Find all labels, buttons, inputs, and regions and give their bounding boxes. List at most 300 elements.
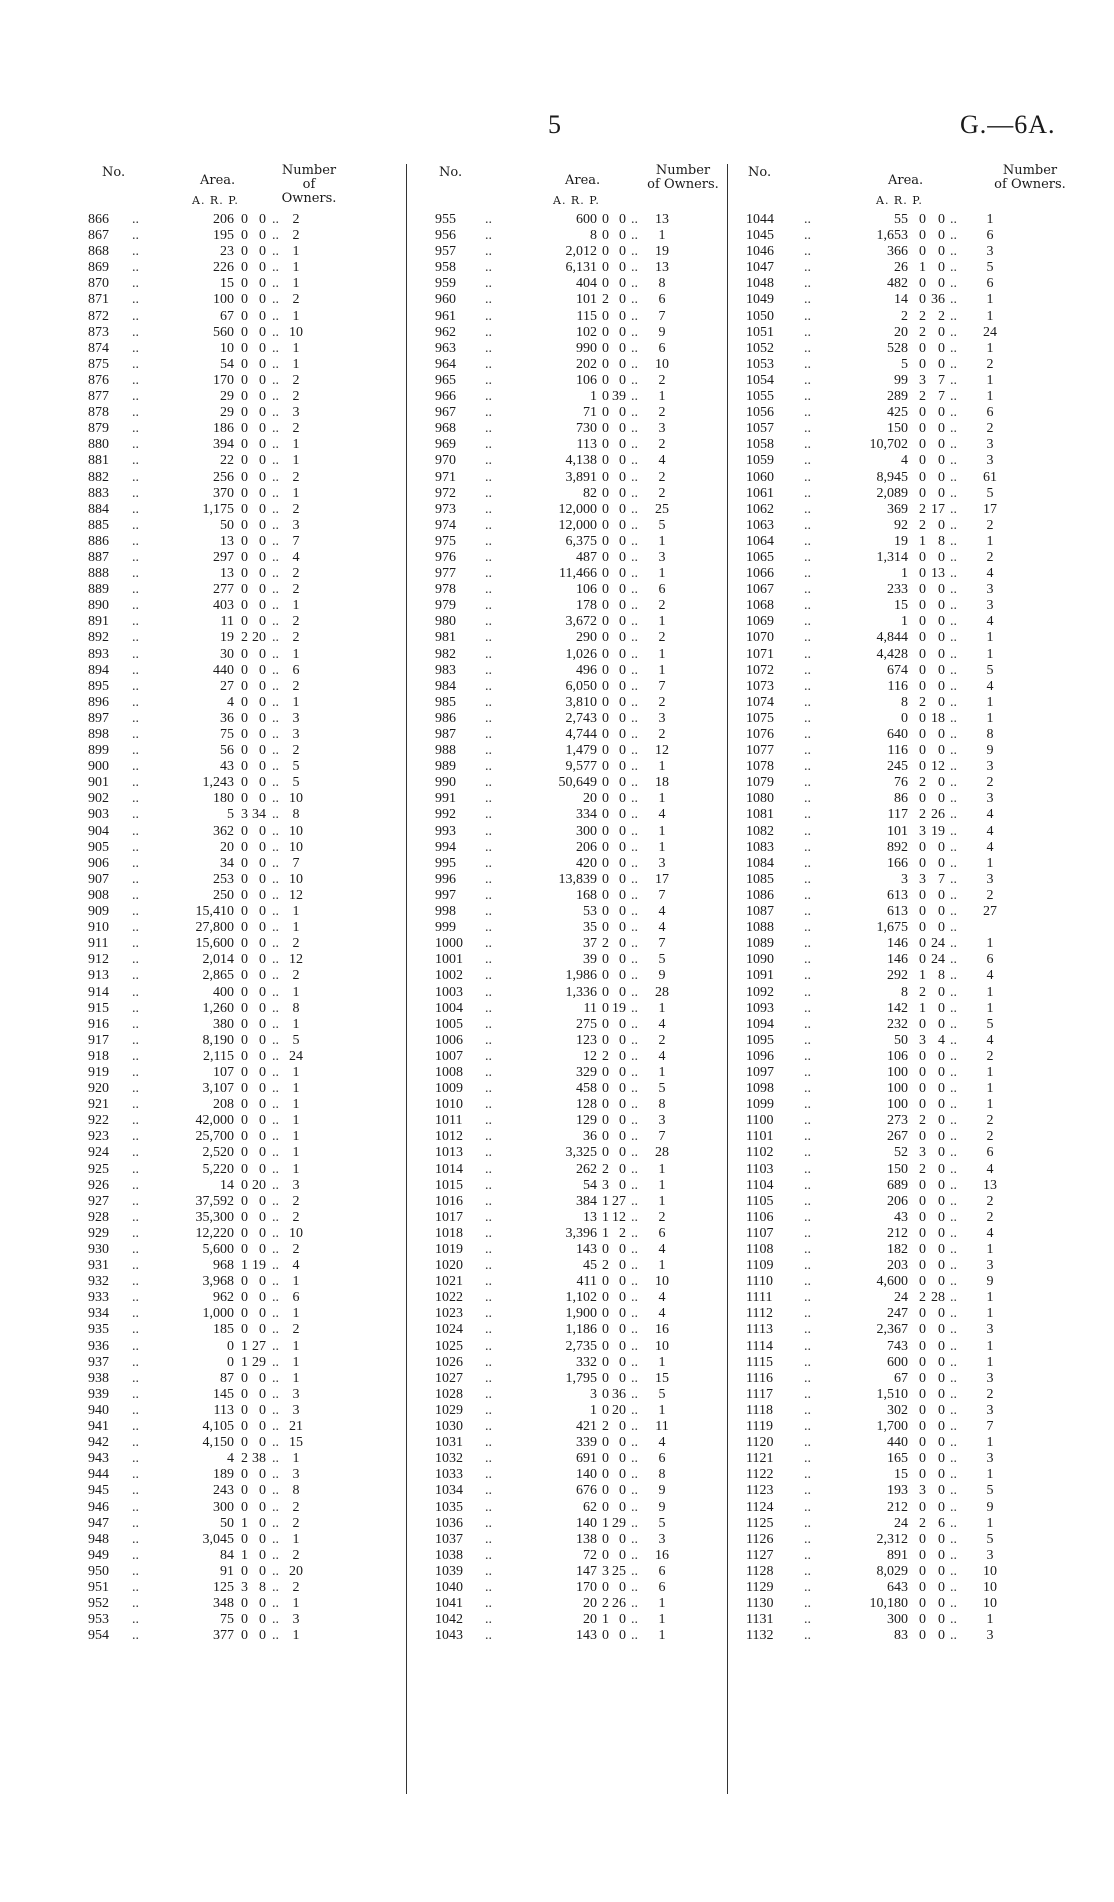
table-row [728,856,1068,872]
cell-roods: 0 [919,405,926,421]
cell-roods: 0 [241,727,248,742]
cell-no: 998 [435,904,456,920]
leader-dots: .. [132,1499,139,1515]
cell-owners: 4 [658,920,666,936]
cell-no: 924 [88,1145,109,1161]
cell-owners: 6 [986,276,994,292]
header-owners-line2: of Owners. [994,177,1066,192]
cell-roods: 0 [602,1467,609,1483]
cell-owners: 1 [986,1338,994,1354]
leader-dots: .. [132,952,139,968]
cell-acres: 2,743 [565,710,597,726]
cell-perches: 0 [619,1258,626,1274]
leader-dots: .. [950,405,957,421]
table-row [88,759,406,775]
cell-no: 1125 [746,1515,774,1531]
table-row [88,453,406,469]
leader-dots: .. [950,1579,957,1595]
leader-dots: .. [132,630,139,646]
leader-dots: .. [631,1193,638,1209]
cell-perches: 0 [259,952,266,968]
cell-roods: 0 [919,598,926,614]
cell-perches: 0 [619,566,626,582]
leader-dots: .. [950,710,957,726]
table-row [728,292,1068,308]
cell-acres: 4,428 [876,646,908,662]
leader-dots: .. [272,1596,279,1612]
cell-roods: 0 [241,791,248,807]
cell-owners: 1 [292,1274,300,1290]
leader-dots: .. [950,678,957,694]
leader-dots: .. [950,855,957,871]
cell-acres: 6,131 [565,260,597,276]
leader-dots: .. [272,614,279,630]
cell-perches: 0 [619,1016,626,1032]
leader-dots: .. [485,775,492,791]
leader-dots: .. [950,1225,957,1241]
leader-dots: .. [272,710,279,726]
leader-dots: .. [950,1000,957,1016]
cell-owners: 4 [986,968,994,984]
leader-dots: .. [272,421,279,437]
cell-owners: 1 [658,791,666,807]
cell-roods: 0 [919,614,926,630]
cell-perches: 0 [938,743,945,759]
leader-dots: .. [132,887,139,903]
cell-no: 1037 [435,1531,463,1547]
cell-perches: 0 [619,453,626,469]
cell-perches: 0 [259,920,266,936]
cell-acres: 34 [220,855,234,871]
table-row [407,1467,728,1483]
cell-owners: 2 [292,421,300,437]
cell-no: 1092 [746,984,774,1000]
cell-no: 930 [88,1242,109,1257]
cell-no: 1032 [435,1451,463,1467]
table-row [407,614,728,630]
cell-no: 897 [88,710,109,726]
cell-roods: 0 [241,276,248,292]
cell-acres: 36 [583,1129,597,1145]
cell-roods: 0 [602,228,609,244]
table-row [88,1113,406,1129]
cell-owners: 16 [655,1322,669,1338]
cell-no: 889 [88,582,109,598]
leader-dots: .. [950,598,957,614]
cell-owners: 7 [658,1129,666,1145]
leader-dots: .. [804,582,811,598]
table-row [88,1628,406,1644]
cell-owners: 9 [658,968,666,984]
cell-no: 987 [435,727,456,742]
table-row [407,824,728,840]
cell-acres: 13 [583,1209,597,1225]
cell-owners: 1 [986,984,994,1000]
table-row [88,647,406,663]
leader-dots: .. [272,1354,279,1370]
leader-dots: .. [272,1435,279,1451]
cell-acres: 39 [583,952,597,968]
cell-acres: 140 [576,1515,597,1531]
table-row [407,309,728,325]
cell-perches: 0 [619,1483,626,1499]
cell-acres: 640 [887,727,908,742]
leader-dots: .. [485,340,492,356]
table-row [407,1049,728,1065]
cell-no: 1020 [435,1258,463,1274]
cell-acres: 421 [576,1419,597,1435]
leader-dots: .. [485,614,492,630]
cell-owners: 4 [658,453,666,469]
cell-perches: 0 [619,775,626,791]
cell-roods: 3 [602,1177,609,1193]
table-row [407,518,728,534]
leader-dots: .. [804,871,811,887]
cell-roods: 0 [602,1435,609,1451]
leader-dots: .. [272,1145,279,1161]
cell-acres: 24 [894,1515,908,1531]
cell-no: 1010 [435,1097,463,1113]
cell-roods: 0 [602,1113,609,1129]
leader-dots: .. [804,1177,811,1193]
cell-perches: 0 [259,501,266,517]
cell-owners: 9 [986,1499,994,1515]
cell-roods: 0 [241,1129,248,1145]
table-row [728,518,1068,534]
cell-owners: 2 [986,887,994,903]
leader-dots: .. [631,1338,638,1354]
leader-dots: .. [804,517,811,533]
cell-no: 890 [88,598,109,614]
cell-no: 1117 [746,1386,773,1402]
leader-dots: .. [804,501,811,517]
cell-no: 916 [88,1016,109,1032]
cell-acres: 892 [887,839,908,855]
leader-dots: .. [485,1499,492,1515]
cell-owners: 6 [658,292,666,308]
leader-dots: .. [132,1467,139,1483]
cell-roods: 0 [602,1386,609,1402]
leader-dots: .. [272,405,279,421]
cell-acres: 487 [576,549,597,565]
table-row [407,1290,728,1306]
cell-acres: 2 [901,308,908,324]
cell-no: 971 [435,469,456,485]
leader-dots: .. [950,1016,957,1032]
cell-acres: 50,649 [558,775,597,791]
table-row [88,791,406,807]
cell-no: 1103 [746,1161,774,1177]
table-row [407,1580,728,1596]
leader-dots: .. [631,662,638,678]
cell-perches: 0 [619,1290,626,1306]
cell-acres: 27,800 [195,920,234,936]
cell-no: 936 [88,1338,109,1354]
leader-dots: .. [950,485,957,501]
leader-dots: .. [272,1338,279,1354]
leader-dots: .. [950,1451,957,1467]
table-row [407,759,728,775]
leader-dots: .. [272,501,279,517]
leader-dots: .. [272,630,279,646]
cell-owners: 8 [658,1467,666,1483]
table-row [407,985,728,1001]
header-owners-line2: of Owners. [647,177,719,192]
cell-no: 882 [88,469,109,485]
cell-perches: 0 [259,549,266,565]
leader-dots: .. [804,823,811,839]
cell-roods: 0 [919,1354,926,1370]
cell-no: 1038 [435,1547,463,1563]
leader-dots: .. [631,1628,638,1644]
table-row [728,534,1068,550]
leader-dots: .. [631,533,638,549]
leader-dots: .. [631,775,638,791]
cell-roods: 0 [602,389,609,405]
cell-no: 871 [88,292,109,308]
cell-owners: 2 [292,469,300,485]
cell-roods: 1 [241,1354,248,1370]
cell-roods: 0 [241,968,248,984]
table-row [88,1290,406,1306]
table-row [88,1596,406,1612]
cell-perches: 0 [259,228,266,244]
cell-no: 899 [88,743,109,759]
cell-acres: 3,891 [565,469,597,485]
cell-acres: 253 [213,871,234,887]
table-row [407,1387,728,1403]
cell-owners: 3 [292,1612,300,1628]
cell-owners: 1 [292,1354,300,1370]
table-row [407,743,728,759]
cell-roods: 0 [602,839,609,855]
leader-dots: .. [132,662,139,678]
cell-acres: 8,190 [202,1032,234,1048]
cell-roods: 0 [919,1016,926,1032]
cell-perches: 0 [619,308,626,324]
cell-acres: 101 [887,823,908,839]
cell-roods: 0 [919,421,926,437]
cell-acres: 1 [590,1402,597,1418]
cell-owners: 10 [983,1563,997,1579]
cell-acres: 20 [220,839,234,855]
cell-no: 967 [435,405,456,421]
leader-dots: .. [132,212,139,227]
cell-perches: 26 [612,1596,626,1612]
cell-roods: 3 [919,1032,926,1048]
cell-roods: 0 [919,1579,926,1595]
table-row [88,260,406,276]
cell-roods: 3 [241,807,248,823]
cell-acres: 411 [576,1274,597,1290]
table-row [88,936,406,952]
cell-acres: 6,375 [565,533,597,549]
cell-perches: 0 [259,1563,266,1579]
leader-dots: .. [132,1531,139,1547]
table-row [88,1049,406,1065]
cell-perches: 0 [259,1032,266,1048]
table-row [407,453,728,469]
cell-perches: 0 [259,710,266,726]
cell-owners: 1 [292,1628,300,1644]
leader-dots: .. [804,453,811,469]
header-owners [990,164,1070,192]
leader-dots: .. [485,453,492,469]
cell-perches: 0 [259,276,266,292]
cell-roods: 0 [919,453,926,469]
leader-dots: .. [272,1386,279,1402]
cell-no: 1114 [746,1338,773,1354]
cell-owners: 3 [986,244,994,260]
table-row [88,711,406,727]
leader-dots: .. [485,1370,492,1386]
cell-acres: 35 [583,920,597,936]
leader-dots: .. [950,887,957,903]
cell-roods: 0 [602,485,609,501]
leader-dots: .. [804,904,811,920]
leader-dots: .. [804,405,811,421]
cell-no: 1071 [746,646,774,662]
cell-perches: 0 [938,678,945,694]
leader-dots: .. [272,244,279,260]
table-row [728,775,1068,791]
cell-acres: 195 [213,228,234,244]
leader-dots: .. [631,791,638,807]
cell-roods: 0 [241,1000,248,1016]
cell-owners: 3 [292,727,300,742]
cell-acres: 147 [576,1563,597,1579]
table-row [407,630,728,646]
cell-perches: 0 [938,1258,945,1274]
cell-owners: 4 [658,1048,666,1064]
table-row [88,743,406,759]
cell-no: 1036 [435,1515,463,1531]
cell-owners: 9 [658,1483,666,1499]
leader-dots: .. [485,566,492,582]
table-row [88,470,406,486]
cell-no: 934 [88,1306,109,1322]
cell-perches: 34 [252,807,266,823]
cell-perches: 0 [259,1161,266,1177]
cell-perches: 0 [619,1097,626,1113]
cell-owners: 1 [292,1338,300,1354]
cell-owners: 1 [658,566,666,582]
cell-owners: 24 [289,1048,303,1064]
table-row [407,1322,728,1338]
cell-roods: 2 [602,1161,609,1177]
leader-dots: .. [631,1161,638,1177]
table-row [88,1451,406,1467]
cell-no: 1084 [746,855,774,871]
cell-owners: 21 [289,1419,303,1435]
cell-perches: 0 [619,920,626,936]
cell-roods: 0 [919,710,926,726]
leader-dots: .. [132,340,139,356]
cell-roods: 0 [241,936,248,952]
table-row [88,1435,406,1451]
cell-no: 940 [88,1402,109,1418]
cell-owners: 6 [986,1145,994,1161]
cell-acres: 245 [887,759,908,775]
cell-no: 1050 [746,308,774,324]
leader-dots: .. [631,212,638,227]
cell-no: 1040 [435,1579,463,1595]
cell-no: 964 [435,356,456,372]
cell-roods: 0 [241,1145,248,1161]
table-row [88,212,406,228]
cell-no: 1026 [435,1354,463,1370]
cell-roods: 0 [241,1177,248,1193]
cell-perches: 0 [259,823,266,839]
cell-perches: 0 [259,1193,266,1209]
leader-dots: .. [485,421,492,437]
cell-no: 919 [88,1064,109,1080]
cell-no: 1102 [746,1145,774,1161]
cell-roods: 0 [241,855,248,871]
leader-dots: .. [272,1242,279,1257]
cell-acres: 6,050 [565,678,597,694]
table-row [728,630,1068,646]
cell-owners: 2 [658,485,666,501]
cell-acres: 891 [887,1547,908,1563]
cell-no: 1045 [746,228,774,244]
leader-dots: .. [804,1515,811,1531]
cell-acres: 20 [894,324,908,340]
cell-owners: 1 [986,1515,994,1531]
cell-perches: 0 [259,421,266,437]
cell-roods: 3 [919,372,926,388]
cell-no: 1048 [746,276,774,292]
leader-dots: .. [631,1322,638,1338]
cell-acres: 3,107 [202,1081,234,1097]
leader-dots: .. [950,1177,957,1193]
leader-dots: .. [631,646,638,662]
cell-roods: 0 [602,871,609,887]
cell-owners: 2 [658,372,666,388]
cell-acres: 54 [583,1177,597,1193]
cell-owners: 1 [292,1113,300,1129]
cell-perches: 0 [619,855,626,871]
table-row [728,260,1068,276]
leader-dots: .. [132,791,139,807]
cell-no: 1131 [746,1612,774,1628]
cell-owners: 5 [292,775,300,791]
cell-acres: 83 [894,1628,908,1644]
table-row [88,437,406,453]
cell-roods: 0 [919,1467,926,1483]
cell-no: 999 [435,920,456,936]
cell-no: 1059 [746,453,774,469]
leader-dots: .. [132,549,139,565]
cell-acres: 2,735 [565,1338,597,1354]
cell-roods: 1 [919,260,926,276]
cell-roods: 0 [241,1612,248,1628]
leader-dots: .. [132,1354,139,1370]
cell-acres: 5 [901,356,908,372]
cell-no: 1082 [746,823,774,839]
cell-acres: 15 [220,276,234,292]
cell-no: 878 [88,405,109,421]
leader-dots: .. [272,1097,279,1113]
table-row [407,1145,728,1161]
cell-perches: 0 [938,839,945,855]
table-row [728,212,1068,228]
cell-no: 1011 [435,1113,463,1129]
cell-owners: 1 [986,646,994,662]
cell-roods: 0 [602,968,609,984]
table-row [88,663,406,679]
cell-perches: 0 [938,1547,945,1563]
